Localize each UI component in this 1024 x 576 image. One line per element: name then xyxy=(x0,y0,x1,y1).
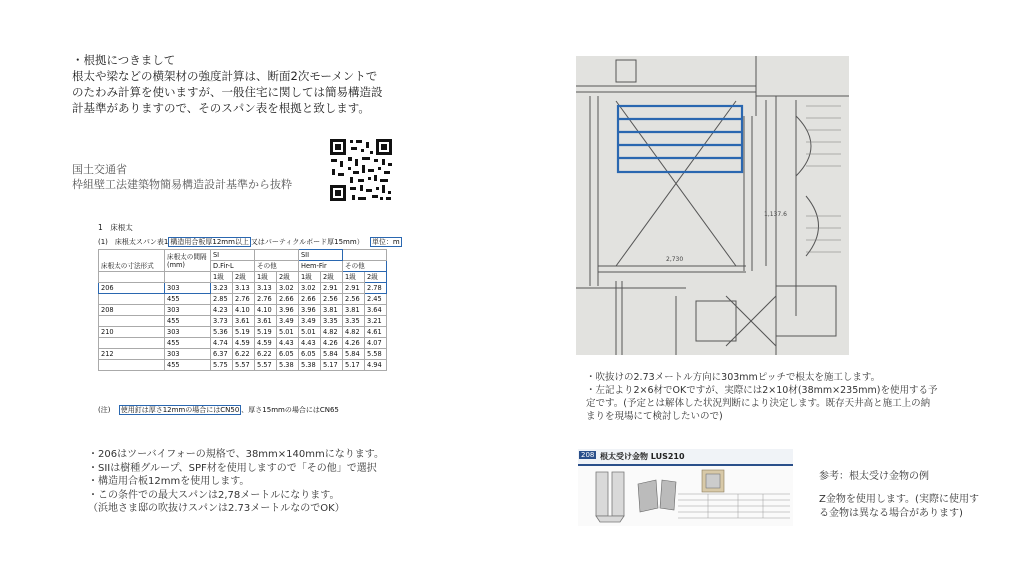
cell-span-value: 5.75 xyxy=(211,360,233,371)
joist-hanger-icon xyxy=(578,464,793,526)
table-row xyxy=(99,349,387,360)
hanger-number: 208 xyxy=(581,451,595,459)
cell-span-value: 2.66 xyxy=(277,294,299,305)
cell-span-value: 5.17 xyxy=(343,360,365,371)
header-species-si: SI xyxy=(211,250,255,261)
cell-span-value: 2.91 xyxy=(343,283,365,294)
cell-span-value: 2.66 xyxy=(299,294,321,305)
cell-size xyxy=(99,338,165,349)
cell-span-value: 4.10 xyxy=(233,305,255,316)
cell-span-value: 6.22 xyxy=(233,349,255,360)
cell-span-value: 2.76 xyxy=(255,294,277,305)
cell-span-value: 6.22 xyxy=(255,349,277,360)
cell-span-value: 4.59 xyxy=(255,338,277,349)
cell-span-value: 5.84 xyxy=(343,349,365,360)
table-subtitle xyxy=(98,237,402,247)
table-row xyxy=(99,305,387,316)
cell-span-value: 3.13 xyxy=(255,283,277,294)
cell-span-value: 4.07 xyxy=(365,338,387,349)
intro-line: 根太や梁などの横架材の強度計算は、断面2次モーメントで xyxy=(72,69,378,83)
cell-span-value: 4.26 xyxy=(321,338,343,349)
qr-code-icon[interactable] xyxy=(328,137,394,203)
cell-span-value: 4.43 xyxy=(299,338,321,349)
note-line: まりを現場にて検討したいので) xyxy=(586,411,723,422)
header-dfirl: D.Fir-L xyxy=(211,261,255,272)
cell-span-value: 4.82 xyxy=(321,327,343,338)
table-subtitle-rest: 又はパーティクルボード厚15mm） xyxy=(250,238,364,246)
cell-span-value: 5.17 xyxy=(321,360,343,371)
grade-label: 1級 xyxy=(343,272,365,283)
note-line: ・SIIは樹種グループ、SPF材を使用しますので「その他」で選択 xyxy=(88,462,377,474)
cell-span-value: 2.45 xyxy=(365,294,387,305)
notes-left xyxy=(88,448,384,516)
table-note-highlight: 使用釘は厚さ12mmの場合にはCN50 xyxy=(120,406,240,414)
cell-span-value: 3.35 xyxy=(321,316,343,327)
note-line: 定です。(予定とは解体した状況判断により決定します。既存天井高と施工上の納 xyxy=(586,398,931,409)
note-line: Z金物を使用します。(実際に使用す xyxy=(819,494,979,505)
cell-span-value: 4.26 xyxy=(343,338,365,349)
intro-line: ・根拠につきまして xyxy=(72,53,176,67)
floor-plan-drawing xyxy=(576,56,849,355)
cell-span-value: 5.19 xyxy=(233,327,255,338)
cell-span-value: 5.57 xyxy=(233,360,255,371)
cell-span-value: 4.82 xyxy=(343,327,365,338)
table-header-row xyxy=(99,250,387,261)
cell-span-value: 6.05 xyxy=(299,349,321,360)
note-line: ・構造用合板12mmを使用します。 xyxy=(88,476,250,487)
cell-span-value: 3.96 xyxy=(299,305,321,316)
cell-size xyxy=(99,316,165,327)
header-species-sii: SII xyxy=(299,250,343,261)
notes-right xyxy=(586,371,986,423)
cell-size: 208 xyxy=(99,305,165,316)
table-unit: 単位：m xyxy=(371,238,400,246)
cell-size: 210 xyxy=(99,327,165,338)
cell-span-value: 4.10 xyxy=(255,305,277,316)
source-standard: 枠組壁工法建築物簡易構造設計基準から抜粋 xyxy=(72,178,292,191)
table-row xyxy=(99,360,387,371)
cell-size: 206 xyxy=(99,283,165,294)
note-line: （浜地さま邸の吹抜けスパンは2.73メートルなのでOK） xyxy=(88,503,345,514)
cell-span-value: 3.21 xyxy=(365,316,387,327)
blueprint-dimension-label: 1,137.6 xyxy=(764,211,787,218)
blueprint-photo xyxy=(576,56,849,355)
note-line: ・左記より2×6材でOKですが、実際には2×10材(38mm×235mm)を使用する予 xyxy=(586,385,938,396)
cell-span-value: 5.84 xyxy=(321,349,343,360)
cell-size xyxy=(99,360,165,371)
table-row xyxy=(99,283,387,294)
note-line: ・206はツーバイフォーの規格で、38mm×140mmになります。 xyxy=(88,449,384,460)
table-row xyxy=(99,294,387,305)
cell-pitch: 455 xyxy=(165,294,211,305)
cell-span-value: 2.76 xyxy=(233,294,255,305)
table-grade-row xyxy=(99,272,387,283)
cell-span-value: 3.81 xyxy=(321,305,343,316)
grade-label: 2級 xyxy=(233,272,255,283)
header-size: 床根太の寸法形式 xyxy=(99,250,165,272)
cell-span-value: 3.61 xyxy=(255,316,277,327)
cell-span-value: 5.58 xyxy=(365,349,387,360)
cell-span-value: 3.23 xyxy=(211,283,233,294)
cell-span-value: 3.02 xyxy=(299,283,321,294)
z-hardware-note xyxy=(819,493,979,520)
table-row xyxy=(99,316,387,327)
cell-span-value: 5.36 xyxy=(211,327,233,338)
header-other: その他 xyxy=(255,261,299,272)
table-row xyxy=(99,338,387,349)
cell-span-value: 4.94 xyxy=(365,360,387,371)
cell-span-value: 3.49 xyxy=(299,316,321,327)
hanger-title: 根太受け金物 LUS210 xyxy=(600,452,685,461)
cell-span-value: 3.96 xyxy=(277,305,299,316)
note-line: る金物は異なる場合があります) xyxy=(819,507,963,519)
header-other-sii: その他 xyxy=(343,261,387,272)
cell-span-value: 5.57 xyxy=(255,360,277,371)
span-table-figure xyxy=(88,222,410,420)
cell-span-value: 2.56 xyxy=(343,294,365,305)
cell-span-value: 2.85 xyxy=(211,294,233,305)
source-ministry: 国土交通省 xyxy=(72,163,127,176)
source-citation xyxy=(72,162,292,192)
cell-span-value: 5.19 xyxy=(255,327,277,338)
cell-span-value: 3.81 xyxy=(343,305,365,316)
header-pitch: 床根太の間隔 (mm) xyxy=(165,250,211,272)
note-line: ・この条件での最大スパンは2,78メートルになります。 xyxy=(88,489,340,501)
table-row xyxy=(99,327,387,338)
hanger-product-image xyxy=(578,449,793,526)
cell-span-value: 5.38 xyxy=(277,360,299,371)
cell-span-value: 4.43 xyxy=(277,338,299,349)
cell-pitch: 455 xyxy=(165,338,211,349)
cell-span-value: 4.61 xyxy=(365,327,387,338)
cell-span-value: 4.23 xyxy=(211,305,233,316)
cell-span-value: 3.61 xyxy=(233,316,255,327)
cell-pitch: 303 xyxy=(165,349,211,360)
cell-span-value: 3.35 xyxy=(343,316,365,327)
table-section-title: 1 床根太 xyxy=(98,223,133,232)
table-note-prefix: (注) xyxy=(98,406,111,414)
cell-span-value: 6.37 xyxy=(211,349,233,360)
note-line: ・吹抜けの2.73メートル方向に303mmピッチで根太を施工します。 xyxy=(586,372,881,383)
grade-label: 2級 xyxy=(277,272,299,283)
cell-pitch: 455 xyxy=(165,360,211,371)
grade-label: 1級 xyxy=(211,272,233,283)
table-subtitle-prefix: (1) 床根太スパン表1 xyxy=(98,238,169,246)
grade-label: 2級 xyxy=(365,272,387,283)
table-subtitle-highlight: 構造用合板厚12mm以上 xyxy=(170,238,249,246)
intro-text xyxy=(72,52,432,116)
cell-span-value: 5.38 xyxy=(299,360,321,371)
cell-span-value: 3.13 xyxy=(233,283,255,294)
cell-pitch: 303 xyxy=(165,283,211,294)
grade-label: 1級 xyxy=(299,272,321,283)
cell-span-value: 3.64 xyxy=(365,305,387,316)
cell-pitch: 303 xyxy=(165,305,211,316)
cell-span-value: 2.56 xyxy=(321,294,343,305)
cell-span-value: 6.05 xyxy=(277,349,299,360)
cell-pitch: 303 xyxy=(165,327,211,338)
header-hemfir: Hem-Fir xyxy=(299,261,343,272)
intro-line: のたわみ計算を使いますが、一般住宅に関しては簡易構造設 xyxy=(72,85,383,99)
cell-span-value: 2.78 xyxy=(365,283,387,294)
grade-label: 2級 xyxy=(321,272,343,283)
blueprint-dimension-label: 2,730 xyxy=(666,256,684,263)
span-table xyxy=(98,249,387,371)
table-note-rest: 、厚さ15mmの場合にはCN65 xyxy=(241,406,339,414)
grade-label: 1級 xyxy=(255,272,277,283)
cell-span-value: 4.59 xyxy=(233,338,255,349)
intro-line: 計基準がありますので、そのスパン表を根拠と致します。 xyxy=(72,101,370,115)
table-note xyxy=(98,405,339,415)
cell-span-value: 2.91 xyxy=(321,283,343,294)
cell-span-value: 5.01 xyxy=(299,327,321,338)
cell-size: 212 xyxy=(99,349,165,360)
cell-span-value: 4.74 xyxy=(211,338,233,349)
cell-span-value: 3.02 xyxy=(277,283,299,294)
reference-caption: 参考：根太受け金物の例 xyxy=(819,471,929,482)
cell-span-value: 3.73 xyxy=(211,316,233,327)
cell-size xyxy=(99,294,165,305)
cell-pitch: 455 xyxy=(165,316,211,327)
cell-span-value: 3.49 xyxy=(277,316,299,327)
cell-span-value: 5.01 xyxy=(277,327,299,338)
